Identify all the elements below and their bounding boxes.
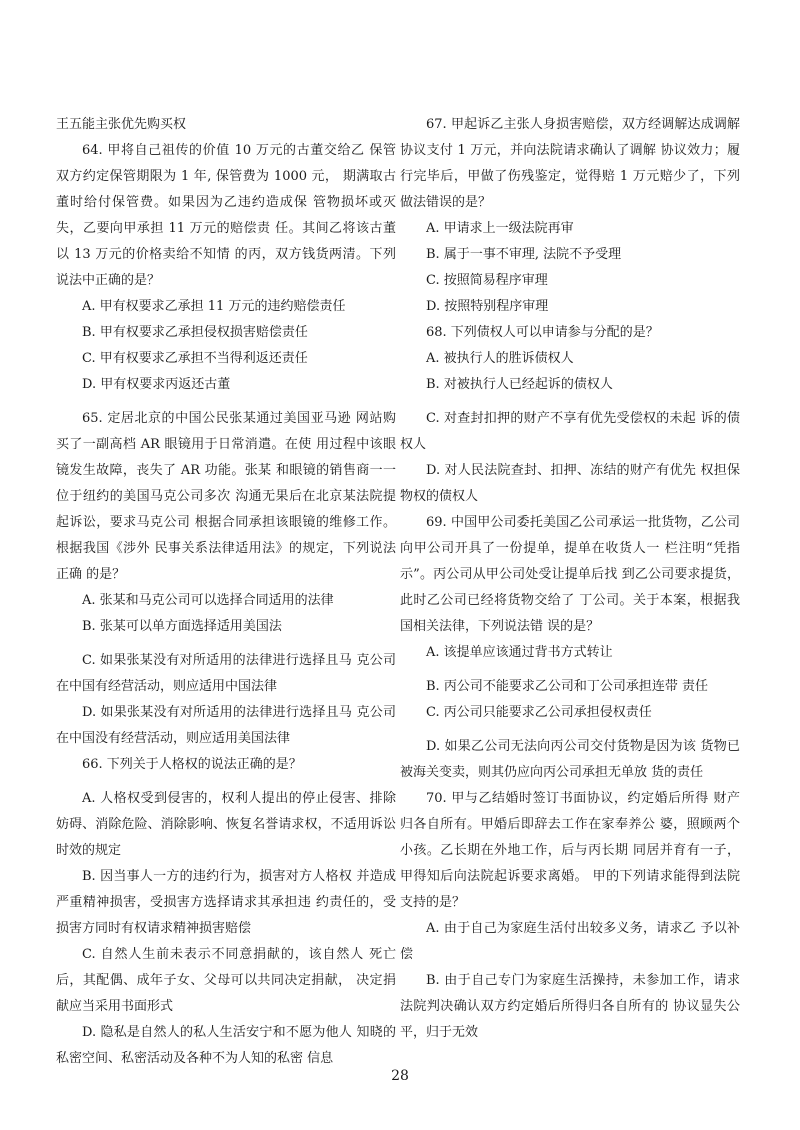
question-stem: 64. 甲将自己祖传的价值 10 万元的古董交给乙 保管 双方约定保管期限为 1 年, 保管费为 1000 元， 期满取古董时给付保管费。如果因为乙违约造成保 管物损坏或灭失，乙要向甲承担 11 万元的赔偿责 任。其间乙将该古董以 13 万元的价格卖给不知情 的丙，双方钱货两清。下列说法中正确的是？ bbox=[56, 143, 396, 288]
answer-option: D. 对人民法院查封、扣押、冻结的财产有优先 权担保物权的债权人 bbox=[400, 463, 740, 504]
answer-option: C. 对查封扣押的财产不享有优先受偿权的未起 诉的债权人 bbox=[400, 411, 740, 452]
answer-option: A. 甲有权要求乙承担 11 万元的违约赔偿责任 bbox=[82, 299, 346, 314]
answer-option: D. 按照特别程序审理 bbox=[426, 299, 549, 314]
answer-option: A. 甲请求上一级法院再审 bbox=[426, 221, 574, 236]
question-stem: 67. 甲起诉乙主张人身损害赔偿，双方经调解达成调解协议支付 1 万元，并向法院请求确认了调解 协议效力；履行完毕后，甲做了伤残鉴定，觉得赔 1 万元赔少了，下列做法错误的是？ bbox=[400, 117, 740, 210]
answer-option: D. 甲有权要求丙返还古董 bbox=[82, 377, 231, 392]
answer-option: B. 对被执行人已经起诉的债权人 bbox=[426, 377, 613, 392]
question-stem: 69. 中国甲公司委托美国乙公司承运一批货物，乙公司向甲公司开具了一份提单，提单在收货人一 栏注明“凭指示”。丙公司从甲公司处受让提单后找 到乙公司要求提货，此时乙公司已经将货物交给了 丁公司。关于本案，根据我国相关法律，下列说法错 误的是？ bbox=[400, 515, 740, 634]
answer-option: C. 如果张某没有对所适用的法律进行选择且马 克公司在中国有经营活动，则应适用中国法律 bbox=[56, 653, 396, 694]
answer-option: A. 由于自己为家庭生活付出较多义务，请求乙 予以补偿 bbox=[400, 921, 740, 962]
text-paragraph: 王五能主张优先购买权 bbox=[56, 117, 187, 132]
answer-option: A. 人格权受到侵害的，权利人提出的停止侵害、排除妨碍、消除危险、消除影响、恢复名誉请求权，不适用诉讼时效的规定 bbox=[56, 791, 396, 858]
answer-option: C. 按照简易程序审理 bbox=[426, 273, 548, 288]
answer-option: B. 因当事人一方的违约行为，损害对方人格权 并造成严重精神损害，受损害方选择请求其承担违 约责任的，受损害方同时有权请求精神损害赔偿 bbox=[56, 869, 396, 936]
answer-option: C. 自然人生前未表示不同意捐献的，该自然人 死亡后，其配偶、成年子女、父母可以共同决定捐献， 决定捐献应当采用书面形式 bbox=[56, 947, 396, 1014]
right-column bbox=[400, 112, 740, 1046]
answer-option: B. 由于自己专门为家庭生活操持，未参加工作，请求法院判决确认双方约定婚后所得归各自所有的 协议显失公平，归于无效 bbox=[400, 973, 740, 1040]
answer-option: A. 该提单应该通过背书方式转让 bbox=[426, 645, 613, 660]
answer-option: B. 属于一事不审理, 法院不予受理 bbox=[426, 247, 622, 262]
question-stem: 70. 甲与乙结婚时签订书面协议，约定婚后所得 财产归各自所有。甲婚后即辞去工作在家奉养公 婆，照顾两个小孩。乙长期在外地工作，后与丙长期 同居并育有一子，甲得知后向法院起诉要求离婚。 甲的下列请求能得到法院支持的是？ bbox=[400, 791, 740, 910]
answer-option: D. 如果乙公司无法向丙公司交付货物是因为该 货物已被海关变卖，则其仍应向丙公司承担无单放 货的责任 bbox=[400, 739, 740, 780]
answer-option: C. 甲有权要求乙承担不当得利返还责任 bbox=[82, 351, 308, 366]
answer-option: A. 张某和马克公司可以选择合同适用的法律 bbox=[82, 593, 334, 608]
question-stem: 68. 下列债权人可以申请参与分配的是？ bbox=[426, 325, 659, 340]
question-stem: 65. 定居北京的中国公民张某通过美国亚马逊 网站购买了一副高档 AR 眼镜用于日常消遣。在使 用过程中该眼镜发生故障，丧失了 AR 功能。张某 和眼镜的销售商一一位于纽约的美国马克公司多次 沟通无果后在北京某法院提起诉讼，要求马克公司 根据合同承担该眼镜的维修工作。根据我国《涉外 民事关系法律适用法》的规定，下列说法正确 的是？ bbox=[56, 411, 396, 582]
answer-option: B. 丙公司不能要求乙公司和丁公司承担连带 责任 bbox=[426, 679, 708, 694]
answer-option: B. 张某可以单方面选择适用美国法 bbox=[82, 619, 282, 634]
answer-option: B. 甲有权要求乙承担侵权损害赔偿责任 bbox=[82, 325, 308, 340]
page-number: 28 bbox=[391, 1068, 409, 1084]
question-stem: 66. 下列关于人格权的说法正确的是？ bbox=[82, 757, 302, 772]
answer-option: C. 丙公司只能要求乙公司承担侵权责任 bbox=[426, 705, 652, 720]
answer-option: D. 如果张某没有对所适用的法律进行选择且马 克公司在中国没有经营活动，则应适用美国法律 bbox=[56, 705, 396, 746]
answer-option: A. 被执行人的胜诉债权人 bbox=[426, 351, 574, 366]
left-column bbox=[56, 112, 396, 1072]
answer-option: D. 隐私是自然人的私人生活安宁和不愿为他人 知晓的私密空间、私密活动及各种不为人知的私密 信息 bbox=[56, 1025, 396, 1066]
